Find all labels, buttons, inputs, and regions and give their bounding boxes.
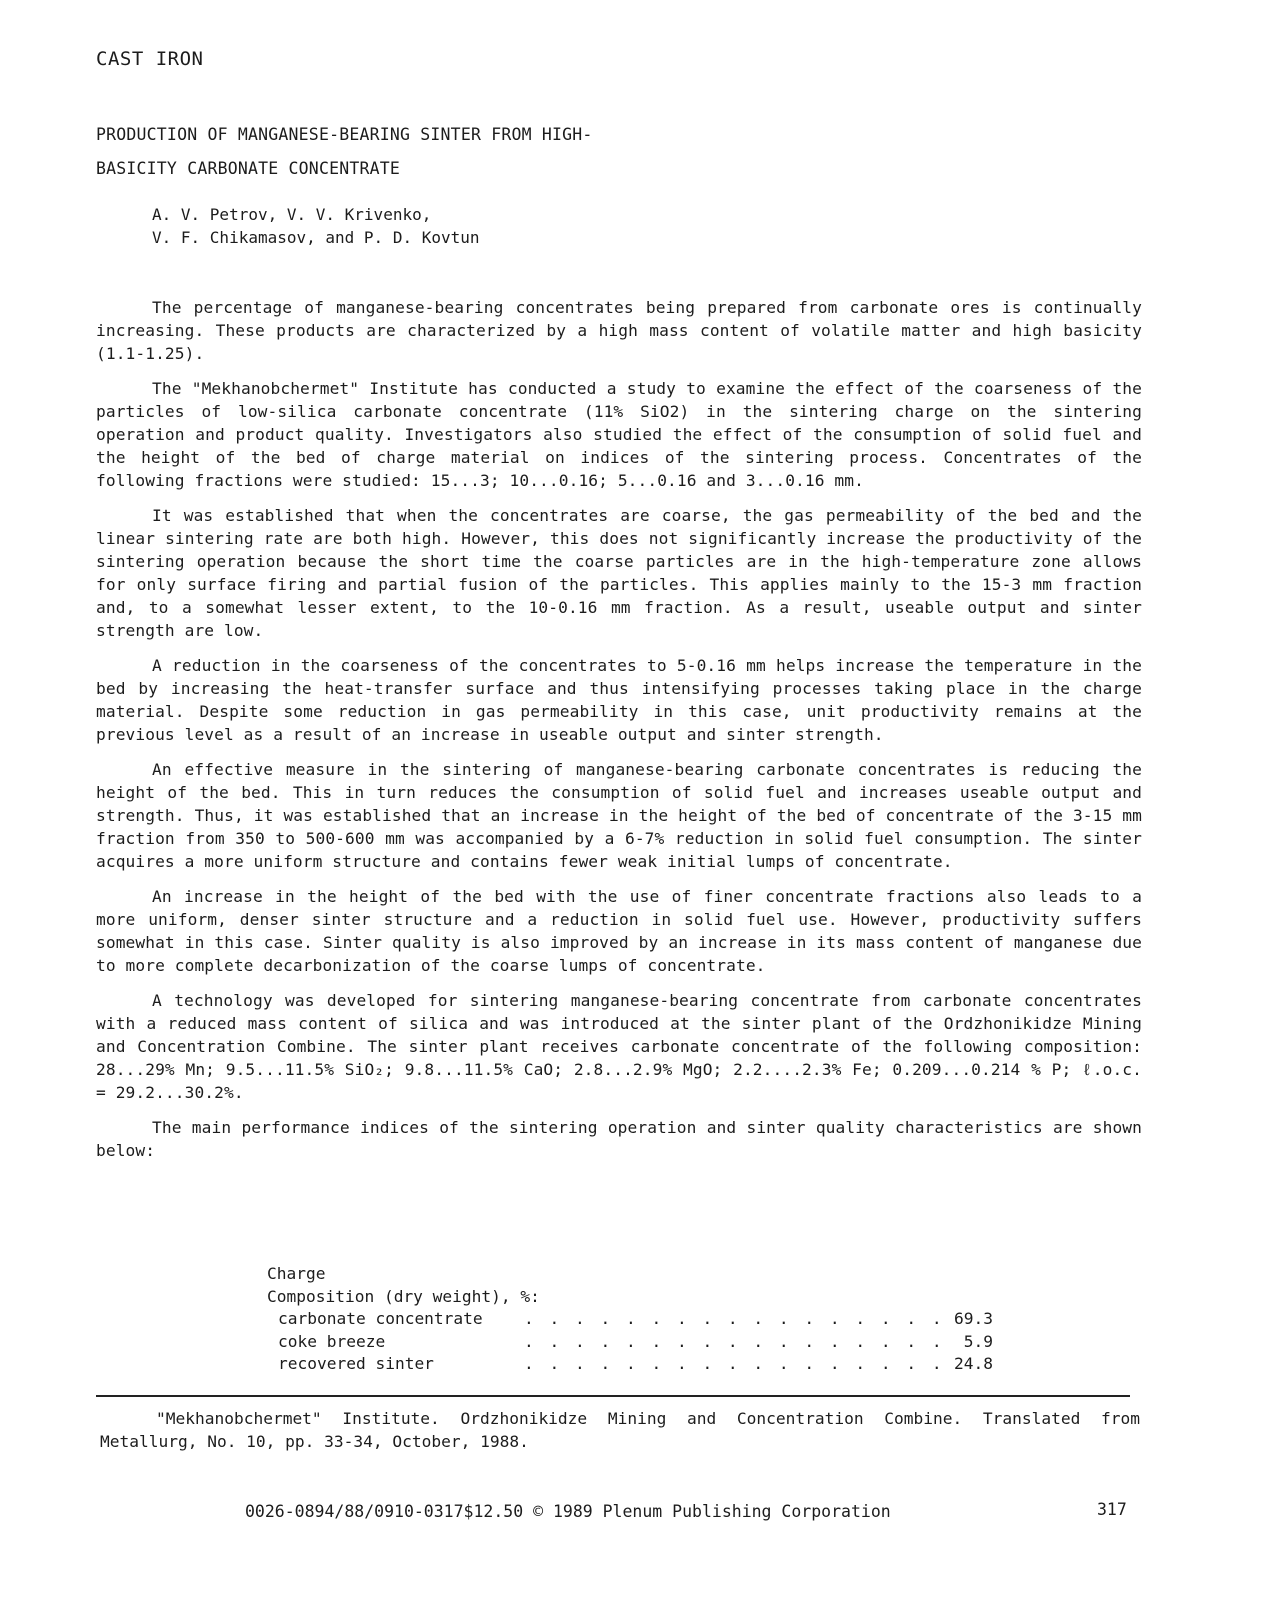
authors-line-1: A. V. Petrov, V. V. Krivenko,: [152, 205, 432, 224]
article-title-line-2: BASICITY CARBONATE CONCENTRATE: [96, 159, 401, 178]
paragraph: An increase in the height of the bed with the use of finer concentrate fractions also leads to a more uniform, denser sinter structure and a reduction in solid fuel use. However, productivity suffers somewhat in this case. Sinter quality is also improved by an increase in its mass content of manganese due to more complete decarbonization of the coarse lumps of concentrate.: [96, 887, 1142, 975]
charge-composition-list: [267, 1263, 993, 1376]
charge-row-value: 5.9: [963, 1331, 993, 1351]
article-body: [96, 296, 1142, 1174]
charge-row-label: carbonate concentrate: [278, 1309, 483, 1328]
paragraph: A reduction in the coarseness of the concentrates to 5-0.16 mm helps increase the temperature in the bed by increasing the heat-transfer surface and thus intensifying processes taking place in the charge material. Despite some reduction in gas permeability in this case, unit productivity remains at the previous level as a result of an increase in useable output and sinter strength.: [96, 656, 1142, 744]
footnote: "Mekhanobchermet" Institute. Ordzhonikidze Mining and Concentration Combine. Translated from Metallurg, No. 10, pp. 33-34, October, 1988.: [100, 1409, 1140, 1451]
publisher-imprint: 0026-0894/88/0910-0317$12.50 © 1989 Plenum Publishing Corporation: [245, 1502, 891, 1521]
paragraph: The "Mekhanobchermet" Institute has conducted a study to examine the effect of the coarseness of the particles of low-silica carbonate concentrate (11% SiO2) in the sintering charge on the sintering operation and product quality. Investigators also studied the effect of the consumption of solid fuel and the height of the bed of charge material on indices of the sintering process. Concentrates of the following fractions were studied: 15...3; 10...0.16; 5...0.16 and 3...0.16 mm.: [96, 379, 1142, 490]
charge-row: [267, 1353, 993, 1376]
charge-row: [267, 1331, 993, 1354]
dot-leader: [524, 1353, 945, 1376]
article-title-line-1: PRODUCTION OF MANGANESE-BEARING SINTER FROM HIGH-: [96, 125, 593, 144]
charge-row-value: 69.3: [954, 1309, 993, 1328]
charge-row-label: coke breeze: [278, 1331, 386, 1351]
paragraph: An effective measure in the sintering of manganese-bearing carbonate concentrates is reducing the height of the bed. This in turn reduces the consumption of solid fuel and increases useable output and strength. Thus, it was established that an increase in the height of the bed of concentrate of the 3-15 mm fraction from 350 to 500-600 mm was accompanied by a 6-7% reduction in solid fuel consumption. The sinter acquires a more uniform structure and contains fewer weak initial lumps of concentrate.: [96, 760, 1142, 871]
charge-subheading: Composition (dry weight), %:: [267, 1286, 540, 1306]
authors-line-2: V. F. Chikamasov, and P. D. Kovtun: [152, 228, 480, 247]
charge-heading: Charge: [267, 1264, 326, 1283]
paragraph: A technology was developed for sintering manganese-bearing concentrate from carbonate concentrates with a reduced mass content of silica and was introduced at the sinter plant of the Ordzhonikidze Mining and Concentration Combine. The sinter plant receives carbonate concentrate of the following composition: 28...29% Mn; 9.5...11.5% SiO₂; 9.8...11.5% CaO; 2.8...2.9% MgO; 2.2....2.3% Fe; 0.209...0.214 % P; ℓ.o.c. = 29.2...30.2%.: [96, 991, 1142, 1102]
page-number: 317: [1097, 1500, 1127, 1519]
charge-row-label: recovered sinter: [278, 1354, 434, 1373]
dot-leader: [524, 1331, 945, 1354]
paragraph: The main performance indices of the sintering operation and sinter quality characteristics are shown below:: [96, 1118, 1142, 1160]
charge-row-value: 24.8: [954, 1354, 993, 1373]
paragraph: The percentage of manganese-bearing concentrates being prepared from carbonate ores is continually increasing. These products are characterized by a high mass content of volatile matter and high basicity (1.1-1.25).: [96, 298, 1142, 363]
footnote-divider: [96, 1395, 1130, 1397]
charge-row: [267, 1308, 993, 1331]
paragraph: It was established that when the concentrates are coarse, the gas permeability of the bed and the linear sintering rate are both high. However, this does not significantly increase the productivity of the sintering operation because the short time the coarse particles are in the high-temperature zone allows for only surface firing and partial fusion of the particles. This applies mainly to the 15-3 mm fraction and, to a somewhat lesser extent, to the 10-0.16 mm fraction. As a result, useable output and sinter strength are low.: [96, 506, 1142, 640]
authors: [152, 203, 480, 249]
section-label: CAST IRON: [96, 48, 204, 70]
dot-leader: [524, 1308, 945, 1331]
